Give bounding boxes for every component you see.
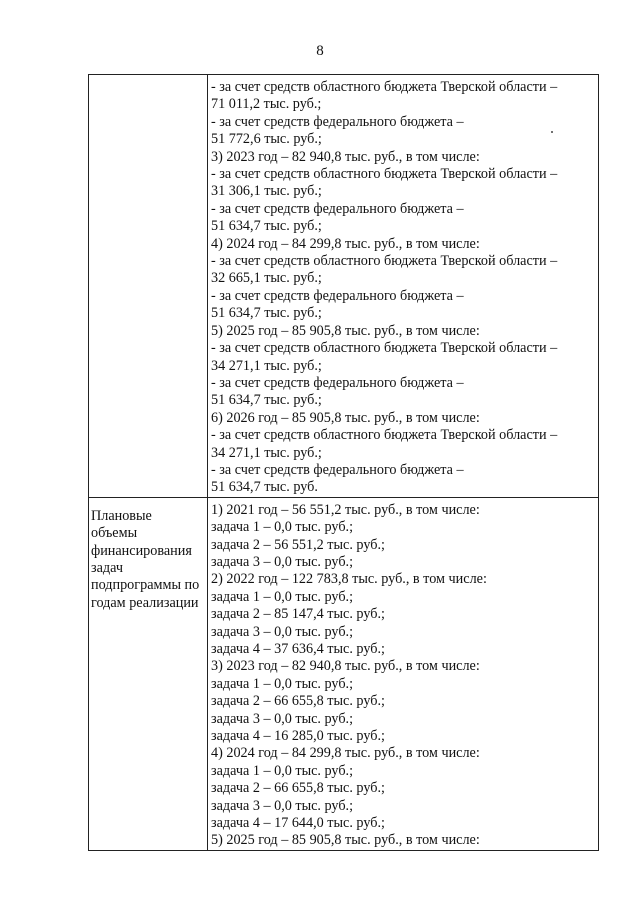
text-line: задача 1 – 0,0 тыс. руб.; [211, 588, 354, 605]
text-line: задача 1 – 0,0 тыс. руб.; [211, 762, 354, 779]
text-line: задача 3 – 0,0 тыс. руб.; [211, 797, 354, 814]
text-line: - за счет средств областного бюджета Тверской области – [211, 79, 558, 95]
text-line: задача 3 – 0,0 тыс. руб.; [211, 553, 354, 570]
text-line: - за счет средств федерального бюджета – [211, 374, 464, 391]
text-line: задач [91, 559, 123, 576]
text-line: подпрограммы по [91, 577, 200, 594]
text-line: задача 4 – 16 285,0 тыс. руб.; [211, 728, 385, 745]
text-line: годам реализации [91, 594, 199, 611]
text-line: 1) 2021 год – 56 551,2 тыс. руб., в том числе: [211, 501, 480, 518]
text-line: 34 271,1 тыс. руб.; [211, 444, 322, 461]
table-cell-label [89, 75, 208, 498]
cell-text-label [89, 498, 207, 612]
text-line: 4) 2024 год – 84 299,8 тыс. руб., в том числе: [211, 745, 480, 762]
text-line: 32 665,1 тыс. руб.; [211, 270, 322, 287]
text-line: задача 2 – 66 655,8 тыс. руб.; [211, 780, 385, 797]
text-line: 51 634,7 тыс. руб.; [211, 305, 322, 322]
text-line: задача 1 – 0,0 тыс. руб.; [211, 519, 354, 536]
cell-text-content [208, 498, 598, 850]
text-line: 51 634,7 тыс. руб.; [211, 218, 322, 235]
text-line: 2) 2022 год – 122 783,8 тыс. руб., в том числе: [211, 571, 487, 588]
text-line: задача 2 – 56 551,2 тыс. руб.; [211, 536, 385, 553]
text-line: Плановые [91, 507, 152, 524]
text-line: 5) 2025 год – 85 905,8 тыс. руб., в том числе: [211, 322, 480, 339]
text-line: 51 634,7 тыс. руб. [211, 479, 318, 496]
text-line: - за счет средств областного бюджета Тверской области – [211, 340, 558, 357]
table-cell-label [89, 497, 208, 850]
table-cell-content [208, 75, 599, 498]
cell-text-label [89, 75, 207, 85]
text-line: 4) 2024 год – 84 299,8 тыс. руб., в том числе: [211, 235, 480, 252]
text-line: задача 4 – 37 636,4 тыс. руб.; [211, 641, 385, 657]
text-line: 71 011,2 тыс. руб.; [211, 96, 322, 113]
text-line: - за счет средств федерального бюджета – [211, 287, 464, 304]
text-line: 51 634,7 тыс. руб.; [211, 392, 322, 409]
table-cell-content [208, 497, 599, 850]
text-line: 3) 2023 год – 82 940,8 тыс. руб., в том числе: [211, 658, 480, 675]
text-line: - за счет средств федерального бюджета – [211, 461, 464, 478]
text-line: 51 772,6 тыс. руб.; [211, 131, 322, 148]
page-number: 8 [316, 43, 324, 59]
text-line: - за счет средств федерального бюджета – [211, 113, 464, 130]
text-line: 34 271,1 тыс. руб.; [211, 357, 322, 374]
text-line: задача 3 – 0,0 тыс. руб.; [211, 710, 354, 727]
text-line: задача 2 – 66 655,8 тыс. руб.; [211, 693, 385, 710]
scan-speck [551, 131, 553, 133]
table-row [89, 497, 599, 850]
text-line: задача 3 – 0,0 тыс. руб.; [211, 623, 354, 640]
text-line: 31 306,1 тыс. руб.; [211, 183, 322, 200]
table-row [89, 75, 599, 498]
cell-text-content [208, 75, 598, 497]
text-line: финансирования [91, 542, 192, 559]
text-line: объемы [91, 525, 138, 542]
text-line: задача 1 – 0,0 тыс. руб.; [211, 675, 354, 692]
document-table [88, 74, 599, 851]
text-line: 6) 2026 год – 85 905,8 тыс. руб., в том числе: [211, 409, 480, 426]
text-line: задача 2 – 85 147,4 тыс. руб.; [211, 606, 385, 623]
text-line: задача 4 – 17 644,0 тыс. руб.; [211, 815, 385, 832]
text-line: - за счет средств областного бюджета Тверской области – [211, 166, 558, 183]
text-line: 3) 2023 год – 82 940,8 тыс. руб., в том числе: [211, 148, 480, 165]
text-line: - за счет средств областного бюджета Тверской области – [211, 253, 558, 270]
text-line: 5) 2025 год – 85 905,8 тыс. руб., в том числе: [211, 832, 480, 849]
text-line: - за счет средств областного бюджета Тверской области – [211, 427, 558, 444]
text-line: - за счет средств федерального бюджета – [211, 200, 464, 217]
